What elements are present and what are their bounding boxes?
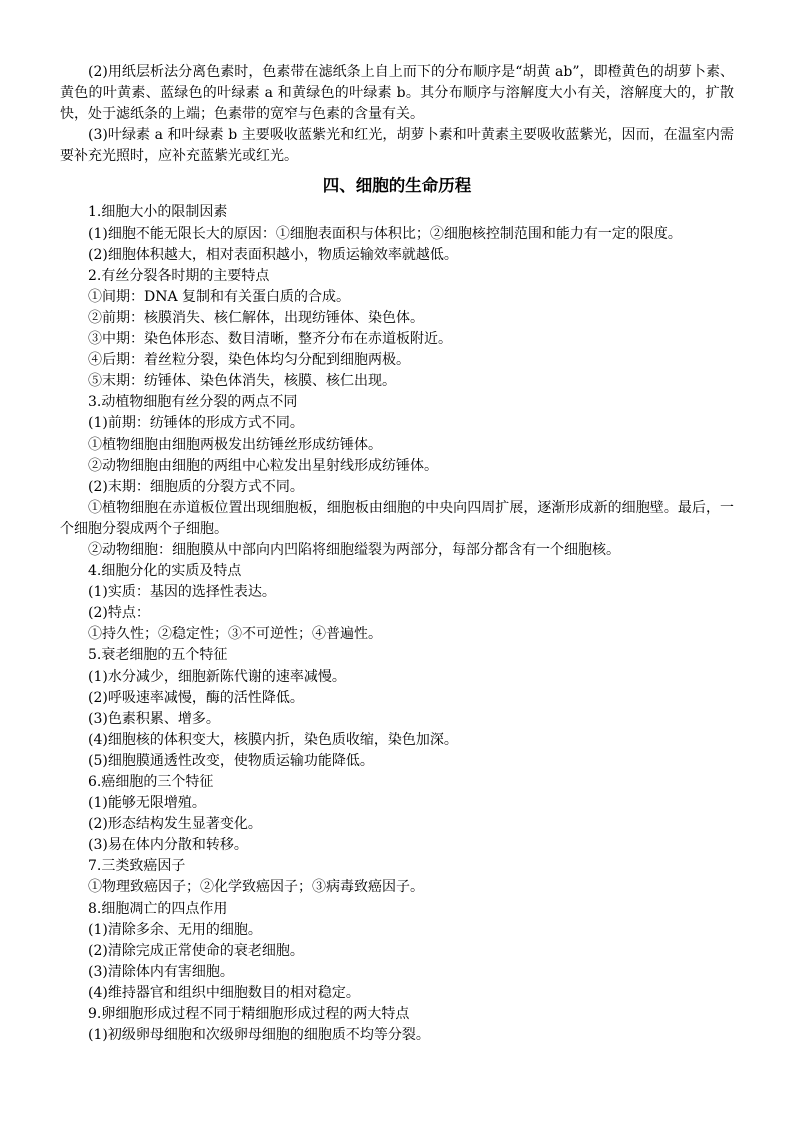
paragraph-pigment-separation: (2)用纸层析法分离色素时，色素带在滤纸条上自上而下的分布顺序是“胡黄 ab”，即橙黄色的胡萝卜素、黄色的叶黄素、蓝绿色的叶绿素 a 和黄绿色的叶绿素 b。其分布顺序与溶解度大小有关，溶解度大的，扩散快，处于滤纸条的上端；色素带的宽窄与色素的含量有关。 xyxy=(60,64,734,123)
subsection-title: 7.三类致癌因子 xyxy=(88,858,186,875)
subsection-title: 5.衰老细胞的五个特征 xyxy=(88,647,228,664)
subsection-title: 9.卵细胞形成过程不同于精细胞形成过程的两大特点 xyxy=(88,1006,410,1023)
list-item: ③中期：染色体形态、数目清晰，整齐分布在赤道板附近。 xyxy=(88,331,452,348)
list-item: ①持久性；②稳定性；③不可逆性；④普遍性。 xyxy=(88,626,382,643)
list-item: (1)水分减少，细胞新陈代谢的速率减慢。 xyxy=(88,668,346,685)
list-item: ⑤末期：纺锤体、染色体消失，核膜、核仁出现。 xyxy=(88,373,396,390)
list-item: ①植物细胞在赤道板位置出现细胞板，细胞板由细胞的中央向四周扩展，逐渐形成新的细胞壁。最后，一个细胞分裂成两个子细胞。 xyxy=(60,499,734,537)
list-item: ①物理致癌因子；②化学致癌因子；③病毒致癌因子。 xyxy=(88,879,424,896)
list-item: (2)特点： xyxy=(88,605,150,622)
list-item: (3)易在体内分散和转移。 xyxy=(88,837,248,854)
list-item: ②前期：核膜消失、核仁解体，出现纺锤体、染色体。 xyxy=(88,309,424,326)
subsection-title: 2.有丝分裂各时期的主要特点 xyxy=(88,267,270,284)
subsection-title: 4.细胞分化的实质及特点 xyxy=(88,563,242,580)
list-item: (1)前期：纺锤体的形成方式不同。 xyxy=(88,415,304,432)
paragraph-pigment-absorption: (3)叶绿素 a 和叶绿素 b 主要吸收蓝紫光和红光，胡萝卜素和叶黄素主要吸收蓝紫光，因而，在温室内需要补充光照时，应补充蓝紫光或红光。 xyxy=(60,127,734,165)
list-item: (2)形态结构发生显著变化。 xyxy=(88,816,262,833)
list-item: ②动物细胞：细胞膜从中部向内凹陷将细胞缢裂为两部分，每部分都含有一个细胞核。 xyxy=(88,541,620,558)
list-item: (2)呼吸速率减慢，酶的活性降低。 xyxy=(88,689,304,706)
list-item: (3)清除体内有害细胞。 xyxy=(88,963,234,980)
list-item: (1)实质：基因的选择性表达。 xyxy=(88,584,276,601)
list-item: (4)细胞核的体积变大，核膜内折，染色质收缩，染色加深。 xyxy=(88,731,458,748)
list-item: (1)清除多余、无用的细胞。 xyxy=(88,921,262,938)
list-item: (2)末期：细胞质的分裂方式不同。 xyxy=(88,478,304,495)
subsection-title: 8.细胞凋亡的四点作用 xyxy=(88,900,228,917)
list-item: (2)细胞体积越大，相对表面积越小，物质运输效率就越低。 xyxy=(88,246,458,263)
list-item: (1)细胞不能无限长大的原因：①细胞表面积与体积比；②细胞核控制范围和能力有一定的限度。 xyxy=(88,225,682,242)
list-item: ①间期：DNA 复制和有关蛋白质的合成。 xyxy=(88,288,351,305)
subsection-title: 3.动植物细胞有丝分裂的两点不同 xyxy=(88,394,298,411)
list-item: (3)色素积累、增多。 xyxy=(88,710,220,727)
subsection-title: 1.细胞大小的限制因素 xyxy=(88,204,228,221)
section-heading: 四、细胞的生命历程 xyxy=(322,176,472,196)
document-page xyxy=(60,62,734,1046)
list-item: ①植物细胞由细胞两极发出纺锤丝形成纺锤体。 xyxy=(88,436,382,453)
list-item: (2)清除完成正常使命的衰老细胞。 xyxy=(88,942,304,959)
list-item: (1)能够无限增殖。 xyxy=(88,795,206,812)
list-item: (5)细胞膜通透性改变，使物质运输功能降低。 xyxy=(88,752,374,769)
subsection-title: 6.癌细胞的三个特征 xyxy=(88,774,214,790)
list-item: ②动物细胞由细胞的两组中心粒发出星射线形成纺锤体。 xyxy=(88,457,438,474)
list-item: (1)初级卵母细胞和次级卵母细胞的细胞质不均等分裂。 xyxy=(88,1027,430,1044)
list-item: (4)维持器官和组织中细胞数目的相对稳定。 xyxy=(88,984,360,1001)
list-item: ④后期：着丝粒分裂，染色体均匀分配到细胞两极。 xyxy=(88,352,410,369)
